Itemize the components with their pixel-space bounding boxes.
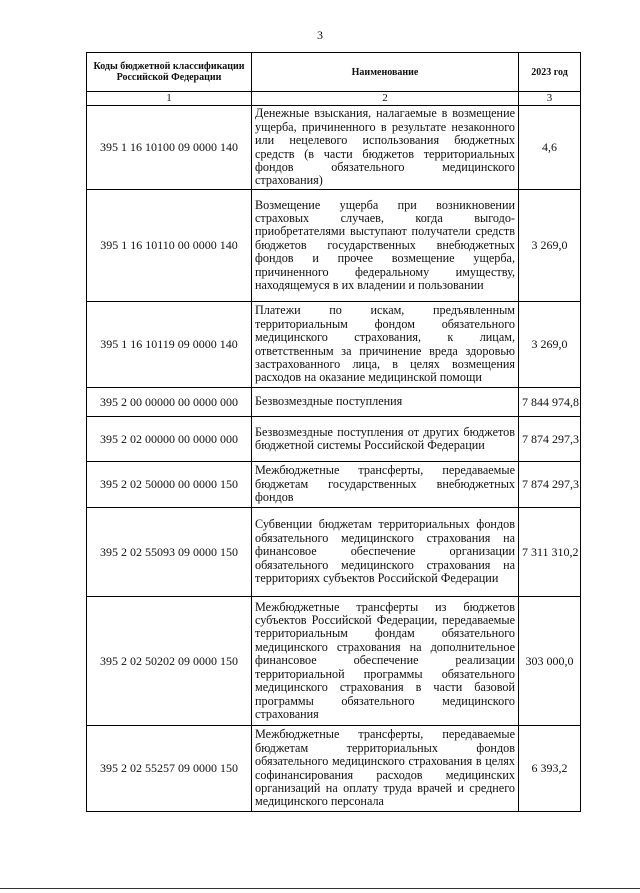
row-code: 395 1 16 10119 09 0000 140 xyxy=(87,302,252,388)
row-name: Межбюджетные трансферты, передаваемые бюджетам государственных внебюджетных фондов xyxy=(252,462,519,508)
row-amount: 7 311 310,2 xyxy=(519,508,581,597)
table-row xyxy=(87,726,581,812)
row-code: 395 2 02 50202 09 0000 150 xyxy=(87,597,252,726)
table-header-row xyxy=(87,53,581,92)
header-name: Наименование xyxy=(252,53,519,92)
row-amount: 7 844 974,8 xyxy=(519,388,581,417)
row-code: 395 2 00 00000 00 0000 000 xyxy=(87,388,252,417)
table-row xyxy=(87,388,581,417)
header-code: Коды бюджетной классификации Российской Федерации xyxy=(87,53,252,92)
row-amount: 7 874 297,3 xyxy=(519,417,581,462)
row-amount: 3 269,0 xyxy=(519,190,581,302)
budget-table xyxy=(86,52,581,812)
row-name: Межбюджетные трансферты из бюджетов субъектов Российской Федерации, передаваемые территориальным фондам обязательного медицинского страхования на дополнительное финансовое обеспечение реализации территориальной программы обязательного медицинского страхования в части базовой программы обязательного медицинского страхования xyxy=(252,597,519,726)
row-name: Возмещение ущерба при возникновении страховых случаев, когда выгодо-приобретателями выступают получатели средств бюджетов государственных внебюджетных фондов и прочее возмещение ущерба, причиненного федеральному имуществу, находящемуся в их владении и пользовании xyxy=(252,190,519,302)
row-amount: 3 269,0 xyxy=(519,302,581,388)
row-code: 395 1 16 10100 09 0000 140 xyxy=(87,106,252,190)
page-edge-line xyxy=(0,888,640,889)
table-row xyxy=(87,302,581,388)
page-number: 3 xyxy=(317,28,323,42)
row-code: 395 1 16 10110 00 0000 140 xyxy=(87,190,252,302)
row-name: Платежи по искам, предъявленным территориальным фондом обязательного медицинского страхования, к лицам, ответственным за причинение вреда здоровью застрахованного лица, в целях возмещения расходов на оказание медицинской помощи xyxy=(252,302,519,388)
table-row xyxy=(87,597,581,726)
row-code: 395 2 02 50000 00 0000 150 xyxy=(87,462,252,508)
column-number: 2 xyxy=(252,92,519,106)
table-row xyxy=(87,462,581,508)
header-year: 2023 год xyxy=(519,53,581,92)
table-row xyxy=(87,417,581,462)
row-amount: 6 393,2 xyxy=(519,726,581,812)
column-number: 1 xyxy=(87,92,252,106)
row-code: 395 2 02 00000 00 0000 000 xyxy=(87,417,252,462)
column-number: 3 xyxy=(519,92,581,106)
row-name: Безвозмездные поступления от других бюджетов бюджетной системы Российской Федерации xyxy=(252,417,519,462)
row-code: 395 2 02 55257 09 0000 150 xyxy=(87,726,252,812)
row-name: Межбюджетные трансферты, передаваемые бюджетам территориальных фондов обязательного медицинского страхования в целях софинансирования расходов медицинских организаций на оплату труда врачей и среднего медицинского персонала xyxy=(252,726,519,812)
row-amount: 303 000,0 xyxy=(519,597,581,726)
row-code: 395 2 02 55093 09 0000 150 xyxy=(87,508,252,597)
column-number-row xyxy=(87,92,581,106)
row-name: Безвозмездные поступления xyxy=(252,388,519,417)
row-name: Субвенции бюджетам территориальных фондов обязательного медицинского страхования на финансовое обеспечение организации обязательного медицинского страхования на территориях субъектов Российской Федерации xyxy=(252,508,519,597)
row-amount: 7 874 297,3 xyxy=(519,462,581,508)
row-amount: 4,6 xyxy=(519,106,581,190)
table-row xyxy=(87,508,581,597)
table-row xyxy=(87,190,581,302)
table-row xyxy=(87,106,581,190)
row-name: Денежные взыскания, налагаемые в возмещение ущерба, причиненного в результате незаконного или нецелевого использования бюджетных средств (в части бюджетов территориальных фондов обязательного медицинского страхования) xyxy=(252,106,519,190)
